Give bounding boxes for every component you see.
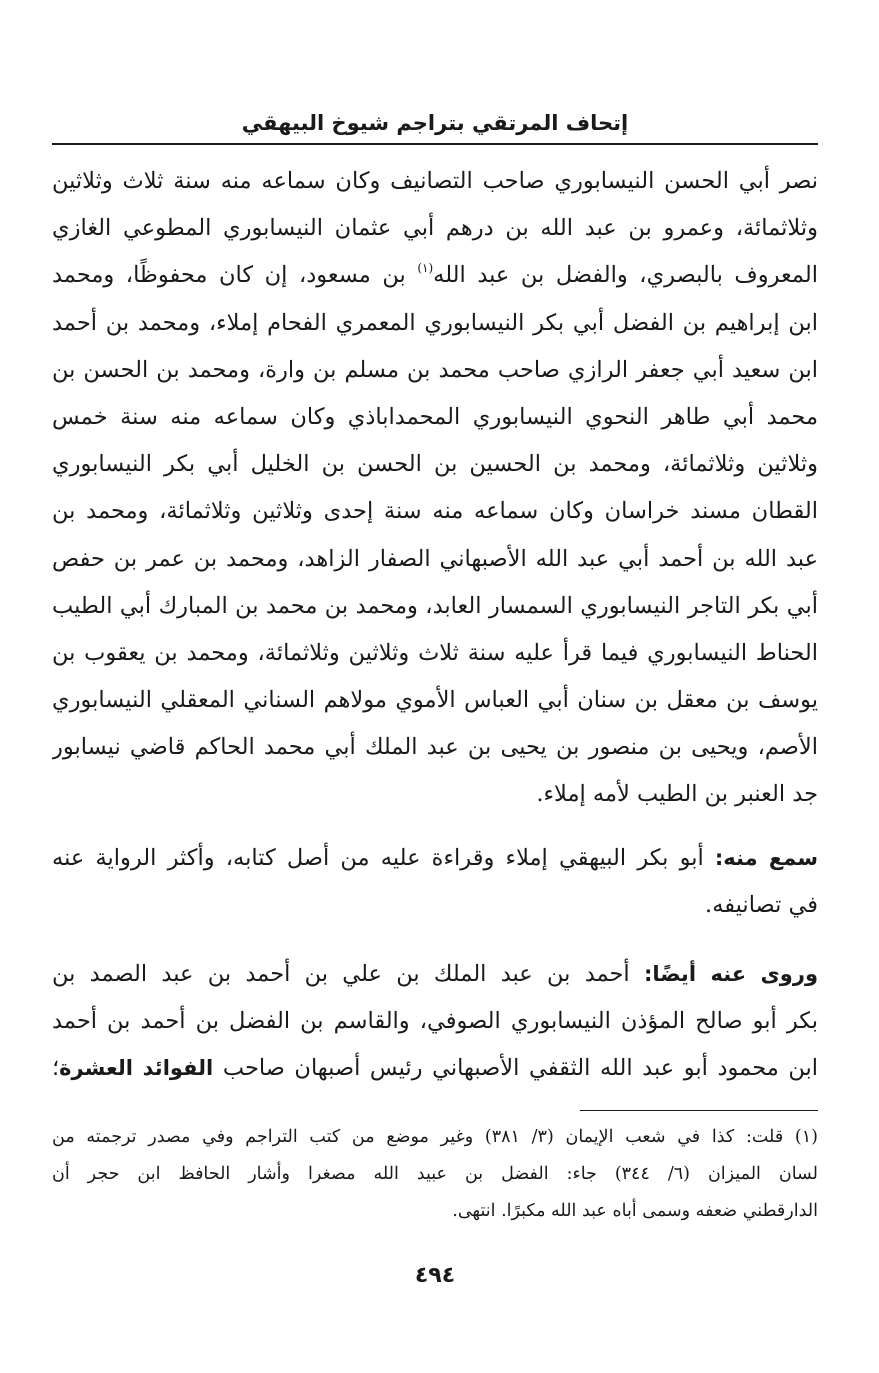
text-line: يوسف بن معقل بن سنان أبي العباس الأموي مولاهم السناني المعقلي النيسابوري — [52, 687, 818, 714]
text-line — [52, 951, 818, 998]
text-line: نصر أبي الحسن النيسابوري صاحب التصانيف وكان سماعه منه سنة ثلاث وثلاثين — [52, 168, 818, 194]
text-segment: ابن محمود أبو عبد الله الثقفي الأصبهاني رئيس أصبهان صاحب — [213, 1055, 818, 1082]
section-lead-narrated: وروى عنه أيضًا: — [643, 962, 818, 986]
running-header-title: إتحاف المرتقي بتراجم شيوخ البيهقي — [241, 111, 629, 135]
footnote-divider — [580, 1110, 818, 1111]
footnote-line: الدارقطني ضعفه وسمى أباه عبد الله مكبرًا. انتهى. — [452, 1201, 818, 1221]
text-segment: المعروف بالبصري، والفضل بن عبد الله — [433, 262, 818, 289]
footnote-line: لسان الميزان (٦/ ٣٤٤) جاء: الفضل بن عبيد الله مصغرا وأشار الحافظ ابن حجر أن — [52, 1164, 818, 1184]
text-line — [52, 835, 818, 882]
book-title-bold: الفوائد العشرة — [59, 1056, 214, 1081]
text-segment: أحمد بن عبد الملك بن علي بن أحمد بن عبد الصمد بن — [52, 961, 644, 987]
text-segment: بن مسعود، إن كان محفوظًا، ومحمد — [52, 262, 418, 289]
text-line: أبي بكر التاجر النيسابوري السمسار العابد، ومحمد بن محمد بن المبارك أبي الطيب — [52, 592, 818, 619]
text-line — [52, 1045, 818, 1092]
text-line: محمد أبي طاهر النحوي النيسابوري المحمداباذي وكان سماعه منه سنة خمس — [52, 403, 818, 430]
text-line: جد العنبر بن الطيب لأمه إملاء. — [536, 781, 818, 808]
footnote-line: (١) قلت: كذا في شعب الإيمان (٣/ ٣٨١) وغير موضع من كتب التراجم وفي مصدر ترجمته من — [52, 1127, 818, 1147]
text-line: الأصم، ويحيى بن منصور بن يحيى بن عبد الملك أبي محمد الحاكم قاضي نيسابور — [52, 734, 818, 761]
text-segment: ؛ — [52, 1055, 60, 1082]
text-line: ابن إبراهيم بن الفضل أبي بكر النيسابوري المعمري الفحام إملاء، ومحمد بن أحمد — [52, 309, 818, 336]
footnote-marker[interactable]: (١) — [417, 261, 434, 276]
footnote-block — [52, 1119, 818, 1230]
narrated-from-him-paragraph — [52, 951, 818, 1093]
text-line: بكر أبو صالح المؤذن النيسابوري الصوفي، والقاسم بن الفضل بن أحمد بن أحمد — [52, 1008, 818, 1035]
text-line: الحناط النيسابوري فيما قرأ عليه سنة ثلاث وثلاثين وثلاثمائة، ومحمد بن يعقوب بن — [52, 639, 818, 666]
text-line: وثلاثين وثلاثمائة، ومحمد بن الحسين بن الحسن بن الخليل أبي بكر النيسابوري — [52, 451, 818, 478]
header-divider — [52, 143, 818, 145]
text-line — [52, 252, 818, 299]
text-segment: أبو بكر البيهقي إملاء وقراءة عليه من أصل كتابه، وأكثر الرواية عنه — [52, 845, 715, 871]
text-line: القطان مسند خراسان وكان سماعه منه سنة إحدى وثلاثين وثلاثمائة، ومحمد بن — [52, 498, 818, 525]
text-line: في تصانيفه. — [705, 892, 818, 919]
heard-from-him-paragraph — [52, 835, 818, 929]
main-paragraph — [52, 158, 818, 819]
section-lead-heard: سمع منه: — [714, 846, 818, 870]
text-line: وثلاثمائة، وعمرو بن عبد الله بن درهم أبي عثمان النيسابوري المطوعي الغازي — [52, 215, 818, 242]
text-line: ابن سعيد أبي جعفر الرازي صاحب محمد بن مسلم بن وارة، ومحمد بن الحسن بن — [52, 356, 818, 383]
page-number: ٤٩٤ — [414, 1263, 456, 1288]
text-line: عبد الله بن أحمد أبي عبد الله الأصبهاني الصفار الزاهد، ومحمد بن عمر بن حفص — [52, 545, 818, 572]
